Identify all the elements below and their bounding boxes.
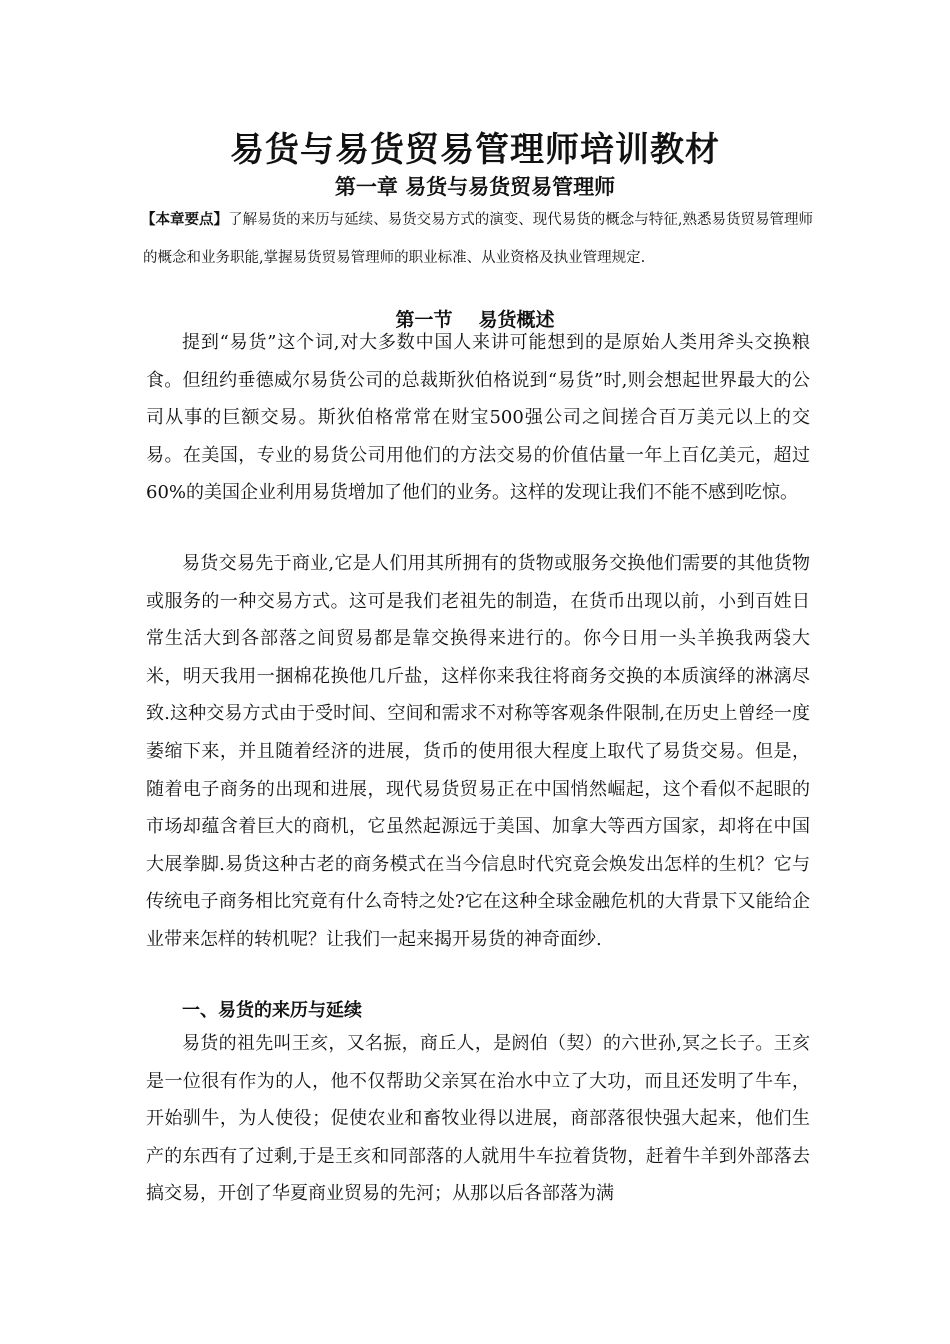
section-number: 第一节 [395,309,453,331]
section-name: 易货概述 [478,309,555,331]
chapter-title: 第一章 易货与易货贸易管理师 [334,174,616,199]
body-paragraph: 易货交易先于商业,它是人们用其所拥有的货物或服务交换他们需要的其他货物或服务的一种交易方式。这可是我们老祖先的制造，在货币出现以前，小到百姓日常生活大到各部落之间贸易都是靠交换得来进行的。你今日用一头羊换我两袋大米，明天我用一捆棉花换他几斤盐，这样你来我往将商务交换的本质演绎的淋漓尽致.这种交易方式由于受时间、空间和需求不对称等客观条件限制,在历史上曾经一度萎缩下来，并且随着经济的进展，货币的使用很大程度上取代了易货交易。但是，随着电子商务的出现和进展，现代易货贸易正在中国悄然崛起，这个看似不起眼的市场却蕴含着巨大的商机，它虽然起源远于美国、加拿大等西方国家，却将在中国大展拳脚.易货这种古老的商务模式在当今信息时代究竟会焕发出怎样的生机？它与传统电子商务相比究竟有什么奇特之处?它在这种全球金融危机的大背景下又能给企业带来怎样的转机呢？让我们一起来揭开易货的神奇面纱. [146,553,810,950]
key-points-label: 【本章要点】 [141,211,229,228]
key-points-text: 了解易货的来历与延续、易货交易方式的演变、现代易货的概念与特征,熟悉易货贸易管理师的概念和业务职能,掌握易货贸易管理师的职业标准、从业资格及执业管理规定. [143,212,814,266]
document-title: 易货与易货贸易管理师培训教材 [230,130,720,170]
subsection-heading: 一、易货的来历与延续 [182,1000,362,1021]
chapter-key-points [143,201,813,277]
body-paragraph: 提到“易货”这个词,对大多数中国人来讲可能想到的是原始人类用斧头交换粮食。但纽约垂德威尔易货公司的总裁斯狄伯格说到“易货”时,则会想起世界最大的公司从事的巨额交易。斯狄伯格常常在财宝500强公司之间搓合百万美元以上的交易。在美国，专业的易货公司用他们的方法交易的价值估量一年上百亿美元，超过60%的美国企业利用易货增加了他们的业务。这样的发现让我们不能不感到吃惊。 [146,332,810,504]
body-paragraph: 易货的祖先叫王亥，又名振，商丘人，是阏伯（契）的六世孙,冥之长子。王亥是一位很有作为的人，他不仅帮助父亲冥在治水中立了大功，而且还发明了牛车，开始驯牛，为人使役；促使农业和畜牧业得以进展，商部落很快强大起来，他们生产的东西有了过剩,于是王亥和同部落的人就用牛车拉着货物，赶着牛羊到外部落去搞交易，开创了华夏商业贸易的先河；从那以后各部落为满 [146,1033,810,1205]
